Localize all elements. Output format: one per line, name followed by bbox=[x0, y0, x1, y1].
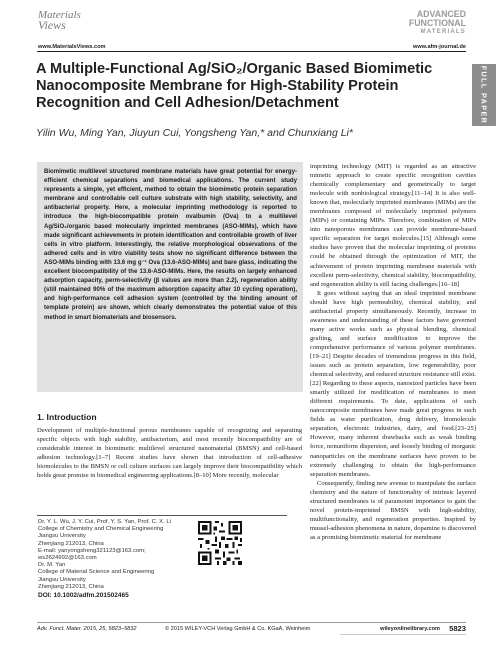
journal-citation: Adv. Funct. Mater. 2015, 25, 5823–5832 bbox=[37, 626, 137, 632]
affiliation-line: Dr. M. Yan bbox=[38, 562, 66, 569]
page-number: 5823 bbox=[449, 624, 466, 633]
qr-code-icon[interactable] bbox=[196, 519, 244, 572]
brand-line-materials: MATERIALS bbox=[420, 29, 466, 35]
author-list: Yilin Wu, Ming Yan, Jiuyun Cui, Yongsheng Yan,* and Chunxiang Li* bbox=[36, 127, 353, 139]
affiliation-line: Dr. Y. L. Wu, J. Y. Cui, Prof. Y. S. Yan, Prof. C. X. Li bbox=[38, 519, 171, 525]
materialsviews-url[interactable]: www.MaterialsViews.com bbox=[38, 44, 106, 50]
body-paragraph: It goes without saying that an ideal imprinted membrane should have high permeability, chemical stability, and antibacterial property simultaneously. Recently, increase in awareness and understanding of these factors have governed many active works such as physical blending, chemical grafting, and surface modification to improve the comprehensive performance of various polymer membranes.[19–21] Despite decades of tremendous progress in this field, issues such as protein separation, low regenerability, poor chemical selectivity, and reduced structure resistance still exist.[22] Regarding to these aspects, nanosized particles have been smartly utilized for modification of membranes to meet different requirements. To date, applications of such nanocomposite membranes have made great progress in such fields as water purification, drug delivery, biomolecule separation, electronic industries, dairy, and food.[23–25] However, many inherent drawbacks such as weak binding force, nonuniform dispersion, and loosely binding of inorganic nanoparticles on the membrane surfaces have proven to be extremely challenging to obtain the high-performance separation membranes. bbox=[310, 289, 476, 478]
abstract-box bbox=[37, 162, 303, 392]
affiliation-line: Jiangsu University bbox=[38, 576, 86, 583]
journal-url[interactable]: www.afm-journal.de bbox=[413, 44, 466, 50]
logo-line-materials: Materials bbox=[38, 9, 81, 21]
affiliation-line: College of Chemistry and Chemical Engineering bbox=[38, 526, 164, 533]
full-paper-label: FULL PAPER bbox=[479, 65, 489, 125]
affiliation-line: College of Material Science and Engineering bbox=[38, 569, 155, 576]
header-rule bbox=[37, 51, 466, 52]
wiley-site-link[interactable]: wileyonlinelibrary.com bbox=[380, 626, 440, 632]
intro-paragraph: Development of multiple-functional porous membranes capable of recognizing and separating specific objects with high stability, antibacterium, and most recently biocompatibility are of considerable interest in biomimetic multilevel structured nanomaterial (BMSN) and cell-based adhesion technology.[1–7] Recent studies have shown that introduction of cell-adhesive biomolecules to the BMSN or cell culture surfaces can largely improve their biocompatibility which holds great promise in biomedical engineering applications.[8–10] More recently, molecular bbox=[37, 427, 302, 480]
copyright-notice: © 2015 WILEY-VCH Verlag GmbH & Co. KGaA, Weinheim bbox=[165, 626, 311, 632]
doi-link[interactable]: DOI: 10.1002/adfm.201502465 bbox=[38, 592, 129, 599]
affiliation-line: Jiangsu University bbox=[38, 533, 86, 540]
section-heading: 1. Introduction bbox=[37, 412, 97, 422]
journal-brand[interactable] bbox=[409, 10, 466, 37]
affiliation-line: Zhenjiang 212013, China bbox=[38, 540, 104, 547]
affiliation-rule bbox=[37, 515, 287, 516]
right-column bbox=[310, 162, 476, 542]
abstract-text: Biomimetic multilevel structured membrane materials have great potential for energy-efficient chemical separations and biomedical applications. The current study represents a simple, yet efficient, method to obtain the biomimetic protein separation membrane and controllable cell culture substrate with high stability, selectivity, and antibacterial property. Here, a molecular imprinting methodology is reported to introduce the high-biocompatible protein ovalbumin (Ova) to a multilevel Ag/SiO₂/organic based molecularly imprinted membranes (ASO-MIMs), which have made significant achievements in protein identification and controllable growth of liver cells in vitro platform. Interestingly, the relative morphological observations of the adhered cells and in vitro viability tests show no significant difference between the ASO-MIMs binding with 13.6 mg g⁻¹ Ova (13.6-ASO-MIMs) and bare glass, indicating the excellent biocompatibility of the 13.6-ASO-MIMs. Here, the results on largely enhanced adsorption capacity, perm-selectivity (β values are more than 2.2), regeneration ability (still maintained 90% of the maximum adsorption capacity after 10 cycling operation), and high-performance cell adhesion system (controlled by the binding amount of template protein) are shown, which clearly demonstrates the potential value of this method in smart biomaterials and biosensors. bbox=[44, 169, 297, 321]
brand-line-functional: FUNCTIONAL bbox=[408, 18, 466, 28]
email-line[interactable]: ws2624992@163.com bbox=[38, 555, 97, 562]
brand-line-advanced: ADVANCED bbox=[416, 9, 466, 19]
affiliation-line: Zhenjiang 212013, China bbox=[38, 583, 104, 590]
body-paragraph: Consequently, finding new avenue to manipulate the surface chemistry and the nature of functionality of intrinsic layered structured membranes is of paramount importance to gain the novel protein-imprinted BMSN with high-stability, multifunctionality, and regeneration properties. Inspired by mussel-adhesion phenomena in nature, dopamine is discovered as a promising biomimetic material for membrane bbox=[310, 479, 476, 541]
article-title: A Multiple-Functional Ag/SiO₂/Organic Based Biomimetic Nanocomposite Membrane for High-Stability Protein Recognition and Cell Adhesion/Detachment bbox=[36, 61, 433, 111]
body-paragraph: imprinting technology (MIT) is regarded as an attractive mimetic approach to create specific recognition cavities chemically complementary and geometrically to target molecule with nonbiological strategy.[11–14] It is also well-known that, molecularly imprinted membranes (MIMs) are the membranes composed of molecularly imprinted polymers (MIPs) or containing MIPs. Therefore, combination of MIPs into nanoporous membranes can provide membrane-based specific separation for target molecules.[15] Although some studies have proven that the molecular imprinting of proteins could be obtained through the optimization of MIT, the achievement of protein imprinting membrane materials with excellent perm-selectivity, chemical stability, biocompatibility, and regeneration ability is still facing challenges.[16–18] bbox=[310, 163, 476, 288]
logo-line-views: Views bbox=[38, 18, 66, 32]
email-line[interactable]: E-mail: yanyongsheng321123@163.com; bbox=[38, 547, 146, 554]
footer-bar bbox=[340, 634, 466, 635]
affiliation-block bbox=[38, 519, 188, 591]
footer-rule bbox=[37, 622, 466, 623]
journal-logo[interactable] bbox=[38, 10, 81, 30]
